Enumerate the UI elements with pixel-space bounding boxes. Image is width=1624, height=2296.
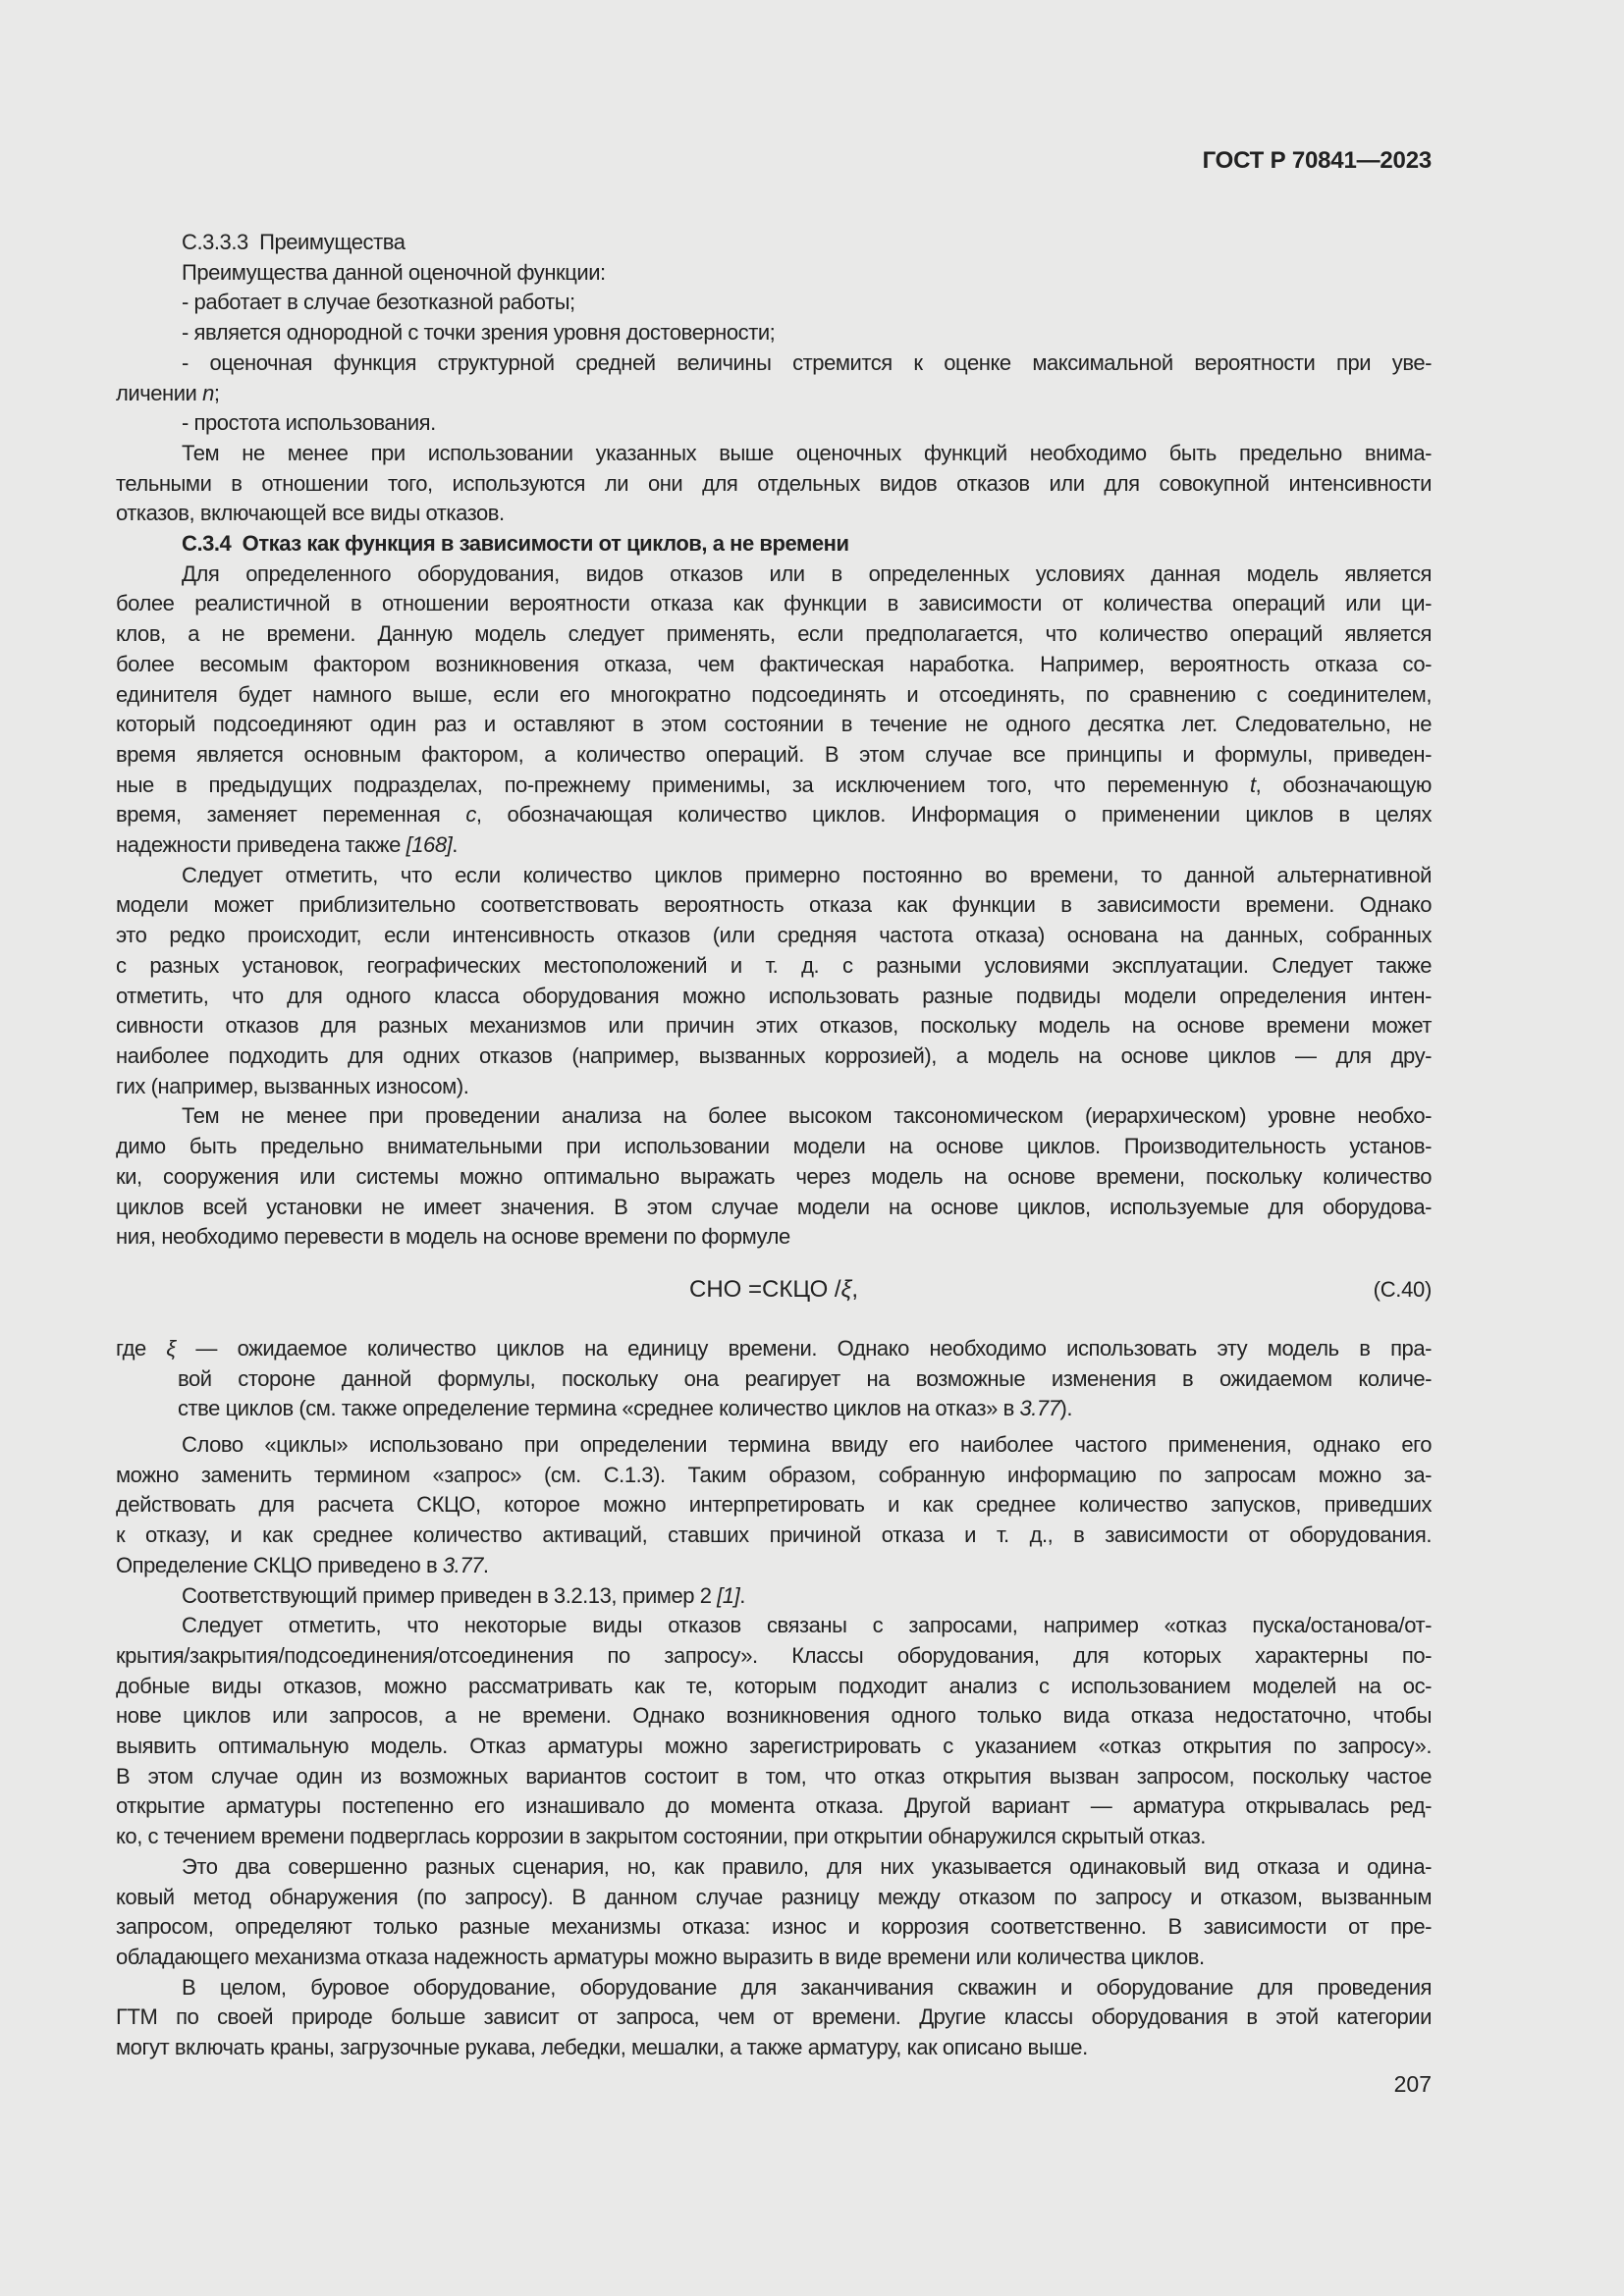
text-run: ). [1059,1396,1073,1421]
text-run: Тем не менее при использовании указанных выше оценочных функций необходимо быть предельно внима- [182,440,1432,465]
heading-line [116,529,1432,560]
text-run: - работает в случае безотказной работы; [182,290,575,315]
text-run: модели может приблизительно соответствовать вероятность отказа как функции в зависимости времени. Однако [116,892,1432,918]
text-run: с разных установок, географических местоположений и т. д. с разными условиями эксплуатации. Следует также [116,952,1432,978]
text-line [116,982,1432,1012]
italic-run: ξ [166,1335,176,1361]
text-line [116,1551,1432,1581]
text-line [116,228,1432,258]
text-run: обладающего механизма отказа надежность арматуры можно выразить в виде времени или количества циклов. [116,1944,1205,1969]
text-line [116,1791,1432,1822]
text-run: стве циклов (см. также определение термина «среднее количество циклов на отказ» в [178,1396,1020,1421]
text-line [116,1973,1432,2003]
text-line [116,619,1432,650]
text-line [116,1581,1432,1612]
text-run: Следует отметить, что если количество циклов примерно постоянно во времени, то данной альтернативной [182,862,1432,887]
text-run: отказов, включающей все виды отказов. [116,501,505,526]
text-line [116,1641,1432,1672]
text-line [116,1672,1432,1702]
text-run: действовать для расчета СКЦО, которое можно интерпретировать и как среднее количество запусков, приведших [116,1492,1432,1518]
text-run: . [482,1552,489,1577]
text-line [116,258,1432,289]
text-line [116,1394,1432,1424]
text-run: циклов всей установки не имеет значения. В этом случае модели на основе циклов, используемые для оборудова- [116,1194,1432,1219]
formula-block [116,1267,1432,1311]
text-run: , [851,1275,858,1303]
text-run: — ожидаемое количество циклов на единицу времени. Однако необходимо использовать эту модель в пра- [175,1335,1432,1361]
text-line [116,1611,1432,1641]
text-run: - является однородной с точки зрения уровня достоверности; [182,320,776,346]
italic-run: [1] [717,1582,740,1608]
italic-run: t [1250,772,1256,797]
text-line [116,1222,1432,1253]
text-run: единителя будет намного выше, если его многократно подсоединять и отсоединять, по сравнению с соединителем, [116,681,1432,707]
text-line [116,1521,1432,1551]
text-line [116,1193,1432,1223]
text-run: более реалистичной в отношении вероятности отказа как функции в зависимости от количества операций или ци- [116,591,1432,616]
text-run: . [452,832,458,858]
italic-run: 3.77 [1019,1396,1060,1421]
text-run: добные виды отказов, можно рассматривать как те, которым подходит анализ с использованием моделей на ос- [116,1673,1432,1698]
text-line [116,800,1432,830]
text-line [116,1852,1432,1883]
text-line [116,1701,1432,1732]
text-line [116,921,1432,951]
text-line [116,710,1432,740]
text-line [116,1132,1432,1162]
text-line [116,348,1432,379]
text-line [116,650,1432,680]
text-line [116,1461,1432,1491]
running-header: ГОСТ Р 70841—2023 [1202,147,1432,174]
text-run: Следует отметить, что некоторые виды отказов связаны с запросами, например «отказ пуска/останова/от- [182,1613,1432,1638]
text-line [116,1011,1432,1041]
text-run: отметить, что для одного класса оборудования можно использовать разные подвиды модели определения интен- [116,983,1432,1008]
italic-run: c [465,802,476,828]
text-line [116,288,1432,318]
text-line [116,1912,1432,1943]
text-line [116,469,1432,500]
text-run: В целом, буровое оборудование, оборудование для заканчивания скважин и оборудование для проведения [182,1974,1432,2000]
text-run: СНО =СКЦО / [689,1275,841,1303]
text-run: Это два совершенно разных сценария, но, как правило, для них указывается одинаковый вид отказа и одина- [182,1853,1432,1879]
text-run: , обозначающую [1255,772,1432,797]
text-run: ковый метод обнаружения (по запросу). В данном случае разницу между отказом по запросу и отказом, вызванным [116,1884,1432,1909]
italic-run: 3.77 [442,1552,483,1577]
text-line [116,861,1432,891]
text-run: С.3.3.3 Преимущества [182,230,406,254]
italic-run: ξ [840,1275,852,1303]
text-line [116,1490,1432,1521]
text-run: могут включать краны, загрузочные рукава, лебедки, мешалки, а также арматуру, как описано выше. [116,2035,1088,2060]
text-run: крытия/закрытия/подсоединения/отсоединения по запросу». Классы оборудования, для которых характерны по- [116,1642,1432,1668]
text-line [116,318,1432,348]
text-line [116,1822,1432,1852]
text-run: можно заменить термином «запрос» (см. С.1.3). Таким образом, собранную информацию по запросам можно за- [116,1462,1432,1487]
text-line [116,379,1432,409]
text-line [116,408,1432,439]
formula-number: (С.40) [1373,1276,1432,1302]
text-line [116,1943,1432,1973]
text-run: время является основным фактором, а количество операций. В этом случае все принципы и формулы, приведен- [116,741,1432,767]
text-run: гих (например, вызванных износом). [116,1073,469,1098]
text-line [116,2002,1432,2033]
text-run: личении [116,380,203,405]
text-run: . [739,1582,745,1608]
text-line [116,1364,1432,1395]
text-run: время, заменяет переменная [116,802,466,828]
text-run: к отказу, и как среднее количество активаций, ставших причиной отказа и т. д., в зависимости от оборудования. [116,1522,1432,1548]
text-line [116,439,1432,469]
text-line [116,771,1432,801]
text-run: где [116,1335,167,1361]
formula-expression [689,1276,858,1303]
text-line [116,740,1432,771]
italic-run: n [202,380,214,405]
text-line [116,1162,1432,1193]
text-run: Для определенного оборудования, видов отказов или в определенных условиях данная модель является [182,561,1432,586]
text-run: ные в предыдущих подразделах, по-прежнему применимы, за исключением того, что переменную [116,772,1250,797]
text-run: нове циклов или запросов, а не времени. Однако возникновения одного только вида отказа недостаточно, чтобы [116,1703,1432,1729]
text-run: ки, сооружения или системы можно оптимально выражать через модель на основе времени, поскольку количество [116,1163,1432,1189]
text-line [116,1883,1432,1913]
text-line [116,1762,1432,1792]
text-run: открытие арматуры постепенно его изнашивало до момента отказа. Другой вариант — арматура открывалась ред- [116,1793,1432,1819]
text-run: выявить оптимальную модель. Отказ арматуры можно зарегистрировать с указанием «отказ открытия по запросу». [116,1734,1432,1759]
text-line [116,499,1432,529]
text-run: это редко происходит, если интенсивность отказов (или средняя частота отказа) основана на данных, собранных [116,923,1432,948]
italic-run: [168] [406,832,453,858]
text-line [116,589,1432,619]
text-run: ко, с течением времени подверглась коррозии в закрытом состоянии, при открытии обнаружился скрытый отказ. [116,1824,1206,1849]
text-run: Соответствующий пример приведен в 3.2.13, пример 2 [182,1582,718,1608]
text-run: - оценочная функция структурной средней величины стремится к оценке максимальной вероятности при уве- [182,349,1432,375]
text-line [116,830,1432,861]
text-line [116,1334,1432,1364]
document-body [116,228,1432,2063]
text-run: сивности отказов для разных механизмов или причин этих отказов, поскольку модель на основе времени может [116,1013,1432,1039]
text-line [116,1101,1432,1132]
text-run: Слово «циклы» использовано при определении термина ввиду его наиболее частого применения, однако его [182,1432,1432,1458]
page-number: 207 [1393,2071,1432,2097]
text-run: клов, а не времени. Данную модель следует применять, если предполагается, что количество операций является [116,621,1432,647]
text-run: наиболее подходить для одних отказов (например, вызванных коррозией), а модель на основе циклов — для дру- [116,1042,1432,1068]
text-line [116,1430,1432,1461]
text-line [116,2033,1432,2063]
text-run: запросом, определяют только разные механизмы отказа: износ и коррозия соответственно. В зависимости от пре- [116,1914,1432,1940]
text-line [116,1041,1432,1072]
text-run: ГТМ по своей природе больше зависит от запроса, чем от времени. Другие классы оборудования в этой категории [116,2004,1432,2030]
text-run: Преимущества данной оценочной функции: [182,259,606,285]
text-run: Определение СКЦО приведено в [116,1552,443,1577]
text-run: димо быть предельно внимательными при использовании модели на основе циклов. Производительность установ- [116,1134,1432,1159]
text-run: более весомым фактором возникновения отказа, чем фактическая наработка. Например, вероятность отказа со- [116,651,1432,676]
text-run: В этом случае один из возможных вариантов состоит в том, что отказ открытия вызван запросом, поскольку частое [116,1763,1432,1789]
text-run: - простота использования. [182,410,436,436]
text-line [116,680,1432,711]
text-run: надежности приведена также [116,832,406,858]
text-line [116,1072,1432,1102]
text-line [116,890,1432,921]
text-run: Тем не менее при проведении анализа на более высоком таксономическом (иерархическом) уровне необхо- [182,1103,1432,1129]
text-run: , обозначающая количество циклов. Информация о применении циклов в целях [475,802,1433,828]
text-run: С.3.4 Отказ как функция в зависимости от циклов, а не времени [182,531,849,557]
text-run: вой стороне данной формулы, поскольку она реагирует на возможные изменения в ожидаемом количе- [178,1365,1432,1391]
text-line [116,1732,1432,1762]
text-run: ния, необходимо перевести в модель на основе времени по формуле [116,1224,790,1250]
text-line [116,951,1432,982]
text-run: ; [213,380,220,405]
text-run: тельными в отношении того, используются ли они для отдельных видов отказов или для совокупной интенсивности [116,470,1432,496]
text-run: который подсоединяют один раз и оставляют в этом состоянии в течение не одного десятка лет. Следовательно, не [116,712,1432,737]
text-line [116,560,1432,590]
